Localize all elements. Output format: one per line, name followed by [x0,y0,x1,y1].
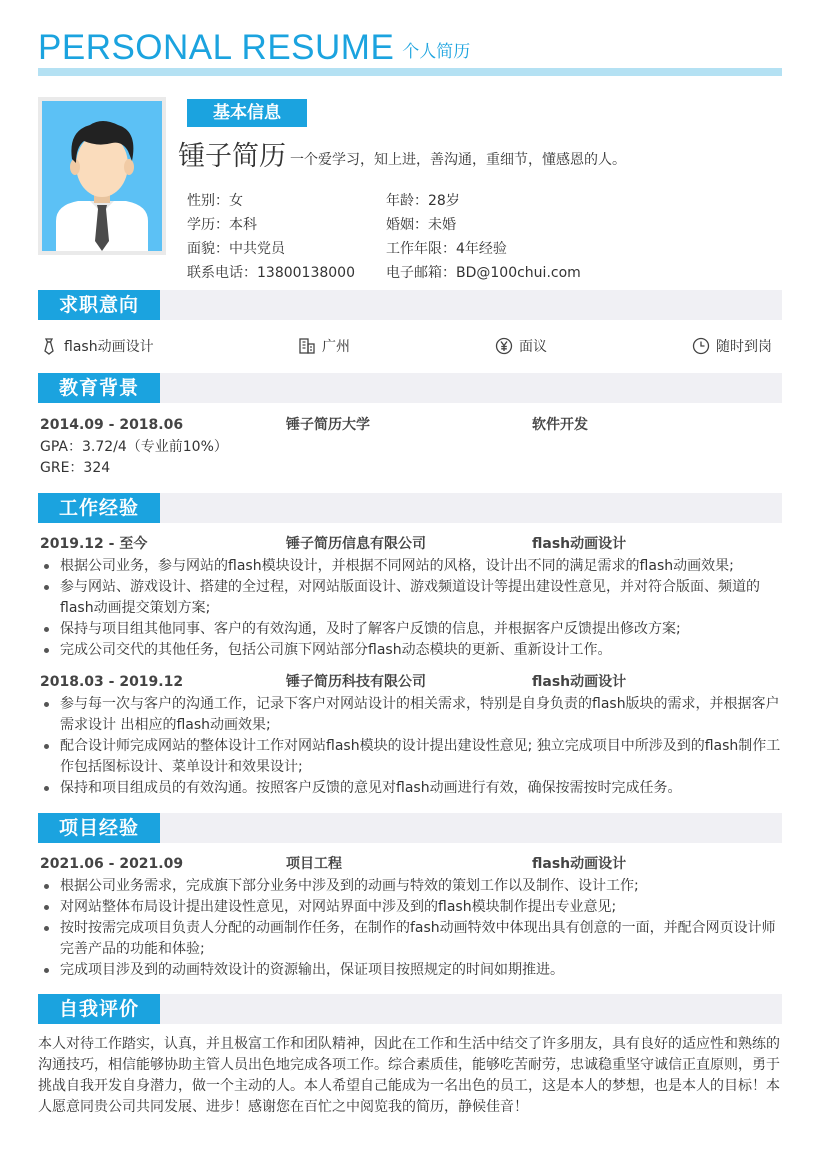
info-gender: 性别：女 [187,193,243,209]
title-chinese: 个人简历 [402,42,471,62]
job-1-role: flash动画设计 [532,536,627,552]
list-item: 配合设计师完成网站的整体设计工作对网站flash模块的设计提出建设性意见; 独立完成项目中所涉及到的flash制作工作包括图标设计、菜单设计和效果设计; [38,736,782,778]
self-evaluation-text: 本人对待工作踏实，认真，并且极富工作和团队精神，因此在工作和生活中结交了许多朋友，具有良好的适应性和熟练的沟通技巧，相信能够协助主管人员出色地完成各项工作。综合素质佳，能够吃苦耐劳，忠诚稳重坚守诚信正直原则，勇于挑战自我开发自身潜力，做一个主动的人。本人希望自己能成为一名出色的员工，这是本人的梦想，也是本人的目标！本人愿意同贵公司共同发展、进步！感谢您在百忙之中阅览我的简历，静候佳音！ [38,1036,780,1115]
info-email: 电子邮箱：BD@100chui.com [386,265,581,281]
intent-salary [495,336,547,356]
info-experience: 工作年限：4年经验 [386,241,507,257]
info-phone: 联系电话：13800138000 [187,265,355,281]
avatar-illustration [42,101,162,251]
intent-availability-text: 随时到岗 [716,339,772,355]
list-item: 完成项目涉及到的动画特效设计的资源输出，保证项目按照规定的时间如期推进。 [38,960,782,981]
section-tag-work: 工作经验 [38,493,160,523]
list-item: 参与网站、游戏设计、搭建的全过程，对网站版面设计、游戏频道设计等提出建设性意见，并对符合版面、频道的flash动画提交策划方案; [38,577,782,619]
education-major: 软件开发 [532,417,588,433]
list-item: 对网站整体布局设计提出建设性意见，对网站界面中涉及到的flash模块制作提出专业意见; [38,897,782,918]
intent-position-text: flash动画设计 [64,339,154,355]
project-duties [38,876,782,981]
section-tag-project: 项目经验 [38,813,160,843]
info-age: 年龄：28岁 [386,193,460,209]
project-name: 项目工程 [286,856,342,872]
list-item: 保持和项目组成员的有效沟通。按照客户反馈的意见对flash动画进行有效，确保按需按时完成任务。 [38,778,782,799]
list-item: 完成公司交代的其他任务，包括公司旗下网站部分flash动态模块的更新、重新设计工作。 [38,640,782,661]
education-period: 2014.09 - 2018.06 [40,417,184,433]
info-politics: 面貌：中共党员 [187,241,285,257]
job-2-period: 2018.03 - 2019.12 [40,674,184,690]
info-marital: 婚姻：未婚 [386,217,456,233]
list-item: 根据公司业务，参与网站的flash模块设计，并根据不同网站的风格，设计出不同的满足需求的flash动画效果; [38,556,782,577]
intent-salary-text: 面议 [519,339,547,355]
intent-city [298,336,350,356]
education-school: 锤子简历大学 [286,417,370,433]
project-role: flash动画设计 [532,856,627,872]
tie-icon [40,337,58,355]
yen-icon [495,337,513,355]
education-gre: GRE：324 [40,460,111,476]
list-item: 按时按需完成项目负责人分配的动画制作任务，在制作的fash动画特效中体现出具有创意的一面，并配合网页设计师完善产品的功能和体验; [38,918,782,960]
list-item: 保持与项目组其他同事、客户的有效沟通，及时了解客户反馈的信息，并根据客户反馈提出修改方案; [38,619,782,640]
education-gpa: GPA：3.72/4（专业前10%） [40,439,228,455]
clock-icon [692,337,710,355]
list-item: 参与每一次与客户的沟通工作，记录下客户对网站设计的相关需求，特别是自身负责的flash版块的需求，并根据客户需求设计 出相应的flash动画效果; [38,694,782,736]
section-tag-education: 教育背景 [38,373,160,403]
list-item: 根据公司业务需求，完成旗下部分业务中涉及到的动画与特效的策划工作以及制作、设计工作; [38,876,782,897]
job-1-duties [38,556,782,661]
candidate-motto: 一个爱学习，知上进，善沟通，重细节，懂感恩的人。 [290,152,626,168]
title-underline [38,68,782,76]
section-tag-self: 自我评价 [38,994,160,1024]
intent-position [40,336,154,356]
intent-availability [692,336,772,356]
building-icon [298,337,316,355]
job-1-company: 锤子简历信息有限公司 [286,536,426,552]
candidate-name: 锺子简历 [178,141,286,172]
info-education: 学历：本科 [187,217,257,233]
job-2-duties [38,694,782,799]
resume-title [38,24,470,68]
job-2-company: 锤子简历科技有限公司 [286,674,426,690]
basic-info-tag: 基本信息 [187,99,307,127]
name-line [178,140,626,174]
job-2-role: flash动画设计 [532,674,627,690]
profile-photo [38,97,166,255]
title-english: PERSONAL RESUME [38,28,395,67]
section-tag-intent: 求职意向 [38,290,160,320]
project-period: 2021.06 - 2021.09 [40,856,184,872]
job-1-period: 2019.12 - 至今 [40,536,148,552]
intent-city-text: 广州 [322,339,350,355]
